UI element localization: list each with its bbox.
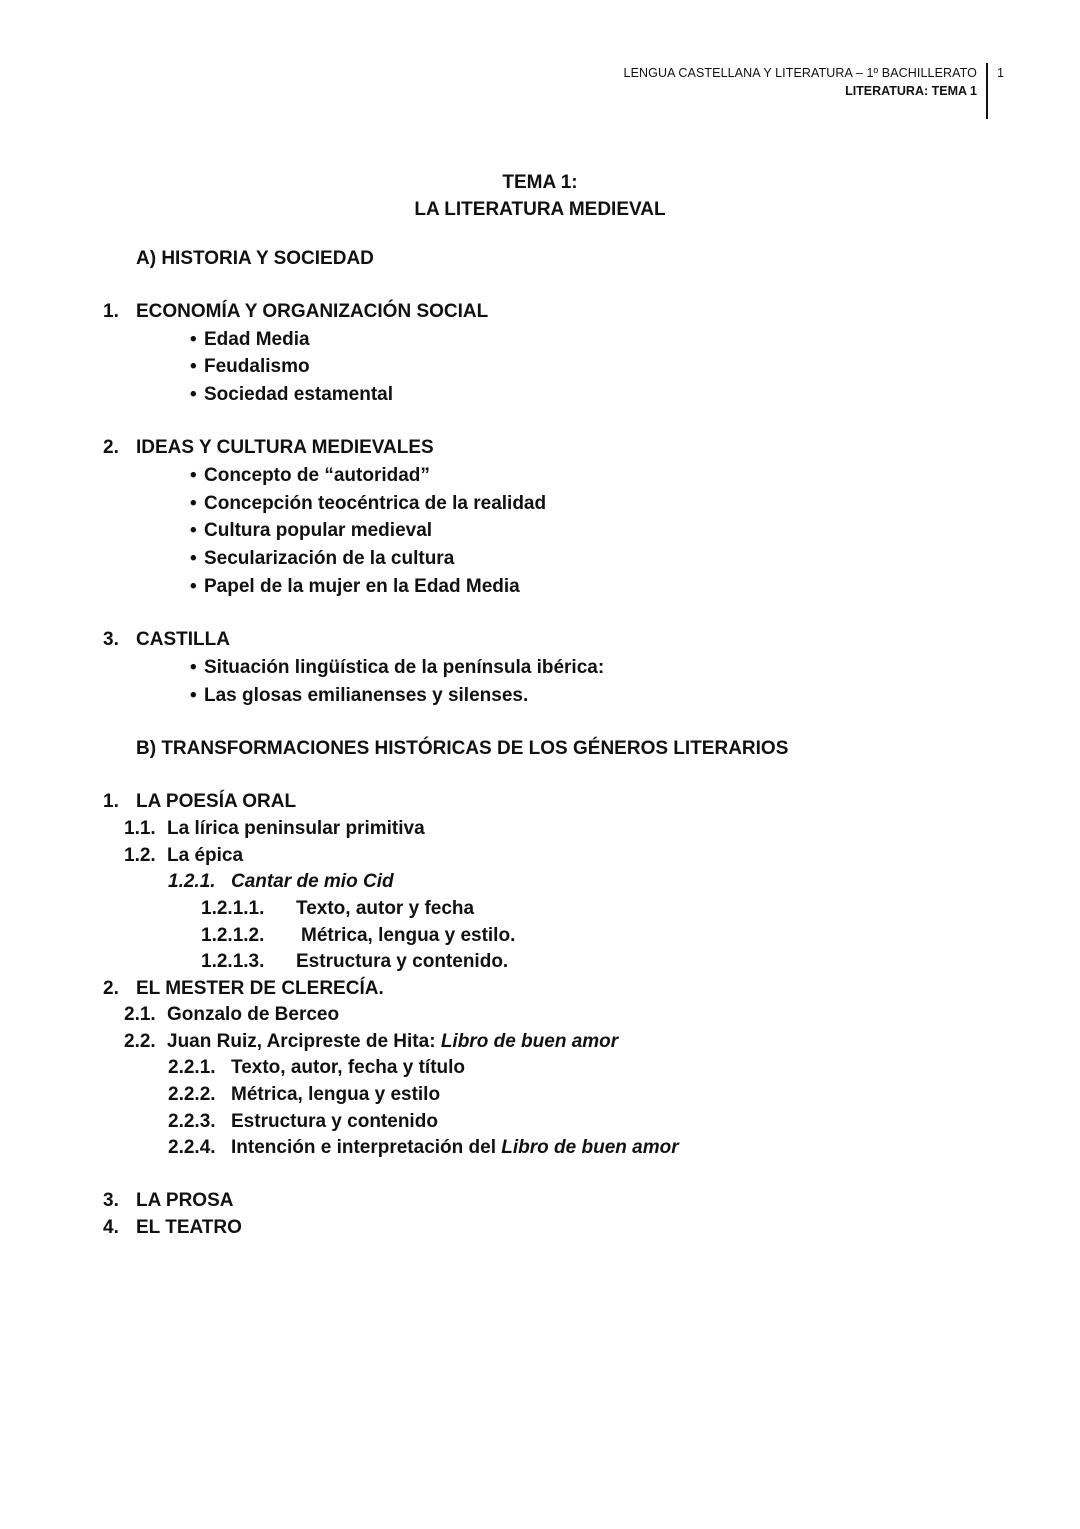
- bullet-item: • Sociedad estamental: [190, 384, 394, 405]
- outline-subitem: 2.2. Juan Ruiz, Arcipreste de Hita: Libro de buen amor: [124, 1031, 619, 1052]
- page-title-line1: TEMA 1:: [502, 172, 578, 193]
- outline-subitem: 2.2.4. Intención e interpretación del Libro de buen amor: [168, 1137, 679, 1158]
- outline-item-economia: [103, 301, 488, 323]
- outline-subitem: 1.2. La épica: [124, 845, 244, 866]
- item-number: 4.: [103, 1217, 119, 1238]
- bullet-item: • Situación lingüística de la península ibérica:: [190, 657, 605, 678]
- header-subject: LENGUA CASTELLANA Y LITERATURA – 1º BACHILLERATO: [623, 66, 977, 80]
- item-label: EL TEATRO: [136, 1217, 242, 1238]
- bullet-item: • Las glosas emilianenses y silenses.: [190, 685, 529, 706]
- bullet-icon: •: [190, 384, 197, 405]
- item-label: ECONOMÍA Y ORGANIZACIÓN SOCIAL: [136, 301, 489, 322]
- header-topic: LITERATURA: TEMA 1: [845, 84, 977, 98]
- outline-item-castilla: [103, 629, 230, 651]
- outline-subitem: 2.2.1. Texto, autor, fecha y título: [168, 1057, 466, 1078]
- outline-subitem: 2.1. Gonzalo de Berceo: [124, 1004, 340, 1025]
- bullet-item: • Edad Media: [190, 329, 310, 350]
- item-number: 3.: [103, 629, 119, 650]
- bullet-item: • Cultura popular medieval: [190, 520, 433, 541]
- bullet-icon: •: [190, 576, 197, 597]
- page-title-line2: LA LITERATURA MEDIEVAL: [414, 199, 666, 220]
- bullet-item: • Secularización de la cultura: [190, 548, 455, 569]
- bullet-icon: •: [190, 329, 197, 350]
- outline-item-ideas: [103, 437, 434, 459]
- section-a-heading: A) HISTORIA Y SOCIEDAD: [136, 248, 374, 269]
- outline-item-poesia-oral: [103, 791, 296, 813]
- outline-subitem: 1.2.1.1. Texto, autor y fecha: [201, 898, 475, 919]
- bullet-icon: •: [190, 356, 197, 377]
- outline-subitem: 1.2.1.3. Estructura y contenido.: [201, 951, 509, 972]
- bullet-item: • Papel de la mujer en la Edad Media: [190, 576, 520, 597]
- item-label: LA POESÍA ORAL: [136, 791, 297, 812]
- item-number: 1.: [103, 791, 119, 812]
- page-number: 1: [997, 66, 1004, 80]
- bullet-icon: •: [190, 465, 197, 486]
- outline-subitem-cantar: 1.2.1. Cantar de mio Cid: [168, 871, 394, 892]
- outline-subitem: 2.2.3. Estructura y contenido: [168, 1111, 438, 1132]
- item-number: 2.: [103, 437, 119, 458]
- header-divider: [986, 63, 988, 119]
- item-label: EL MESTER DE CLERECÍA.: [136, 978, 384, 999]
- outline-item-mester: [103, 978, 384, 1000]
- bullet-item: • Feudalismo: [190, 356, 310, 377]
- bullet-item: • Concepto de “autoridad”: [190, 465, 430, 486]
- section-b-heading: B) TRANSFORMACIONES HISTÓRICAS DE LOS GÉNEROS LITERARIOS: [136, 738, 789, 759]
- bullet-icon: •: [190, 685, 197, 706]
- item-label: CASTILLA: [136, 629, 230, 650]
- outline-subitem: 1.1. La lírica peninsular primitiva: [124, 818, 425, 839]
- bullet-icon: •: [190, 493, 197, 514]
- bullet-icon: •: [190, 548, 197, 569]
- item-number: 1.: [103, 301, 119, 322]
- item-label: IDEAS Y CULTURA MEDIEVALES: [136, 437, 434, 458]
- outline-item-prosa: [103, 1190, 233, 1212]
- outline-subitem: 2.2.2. Métrica, lengua y estilo: [168, 1084, 441, 1105]
- item-label: LA PROSA: [136, 1190, 234, 1211]
- item-number: 2.: [103, 978, 119, 999]
- item-number: 3.: [103, 1190, 119, 1211]
- bullet-icon: •: [190, 520, 197, 541]
- bullet-item: • Concepción teocéntrica de la realidad: [190, 493, 547, 514]
- bullet-icon: •: [190, 657, 197, 678]
- outline-subitem: 1.2.1.2. Métrica, lengua y estilo.: [201, 925, 516, 946]
- outline-item-teatro: [103, 1217, 242, 1239]
